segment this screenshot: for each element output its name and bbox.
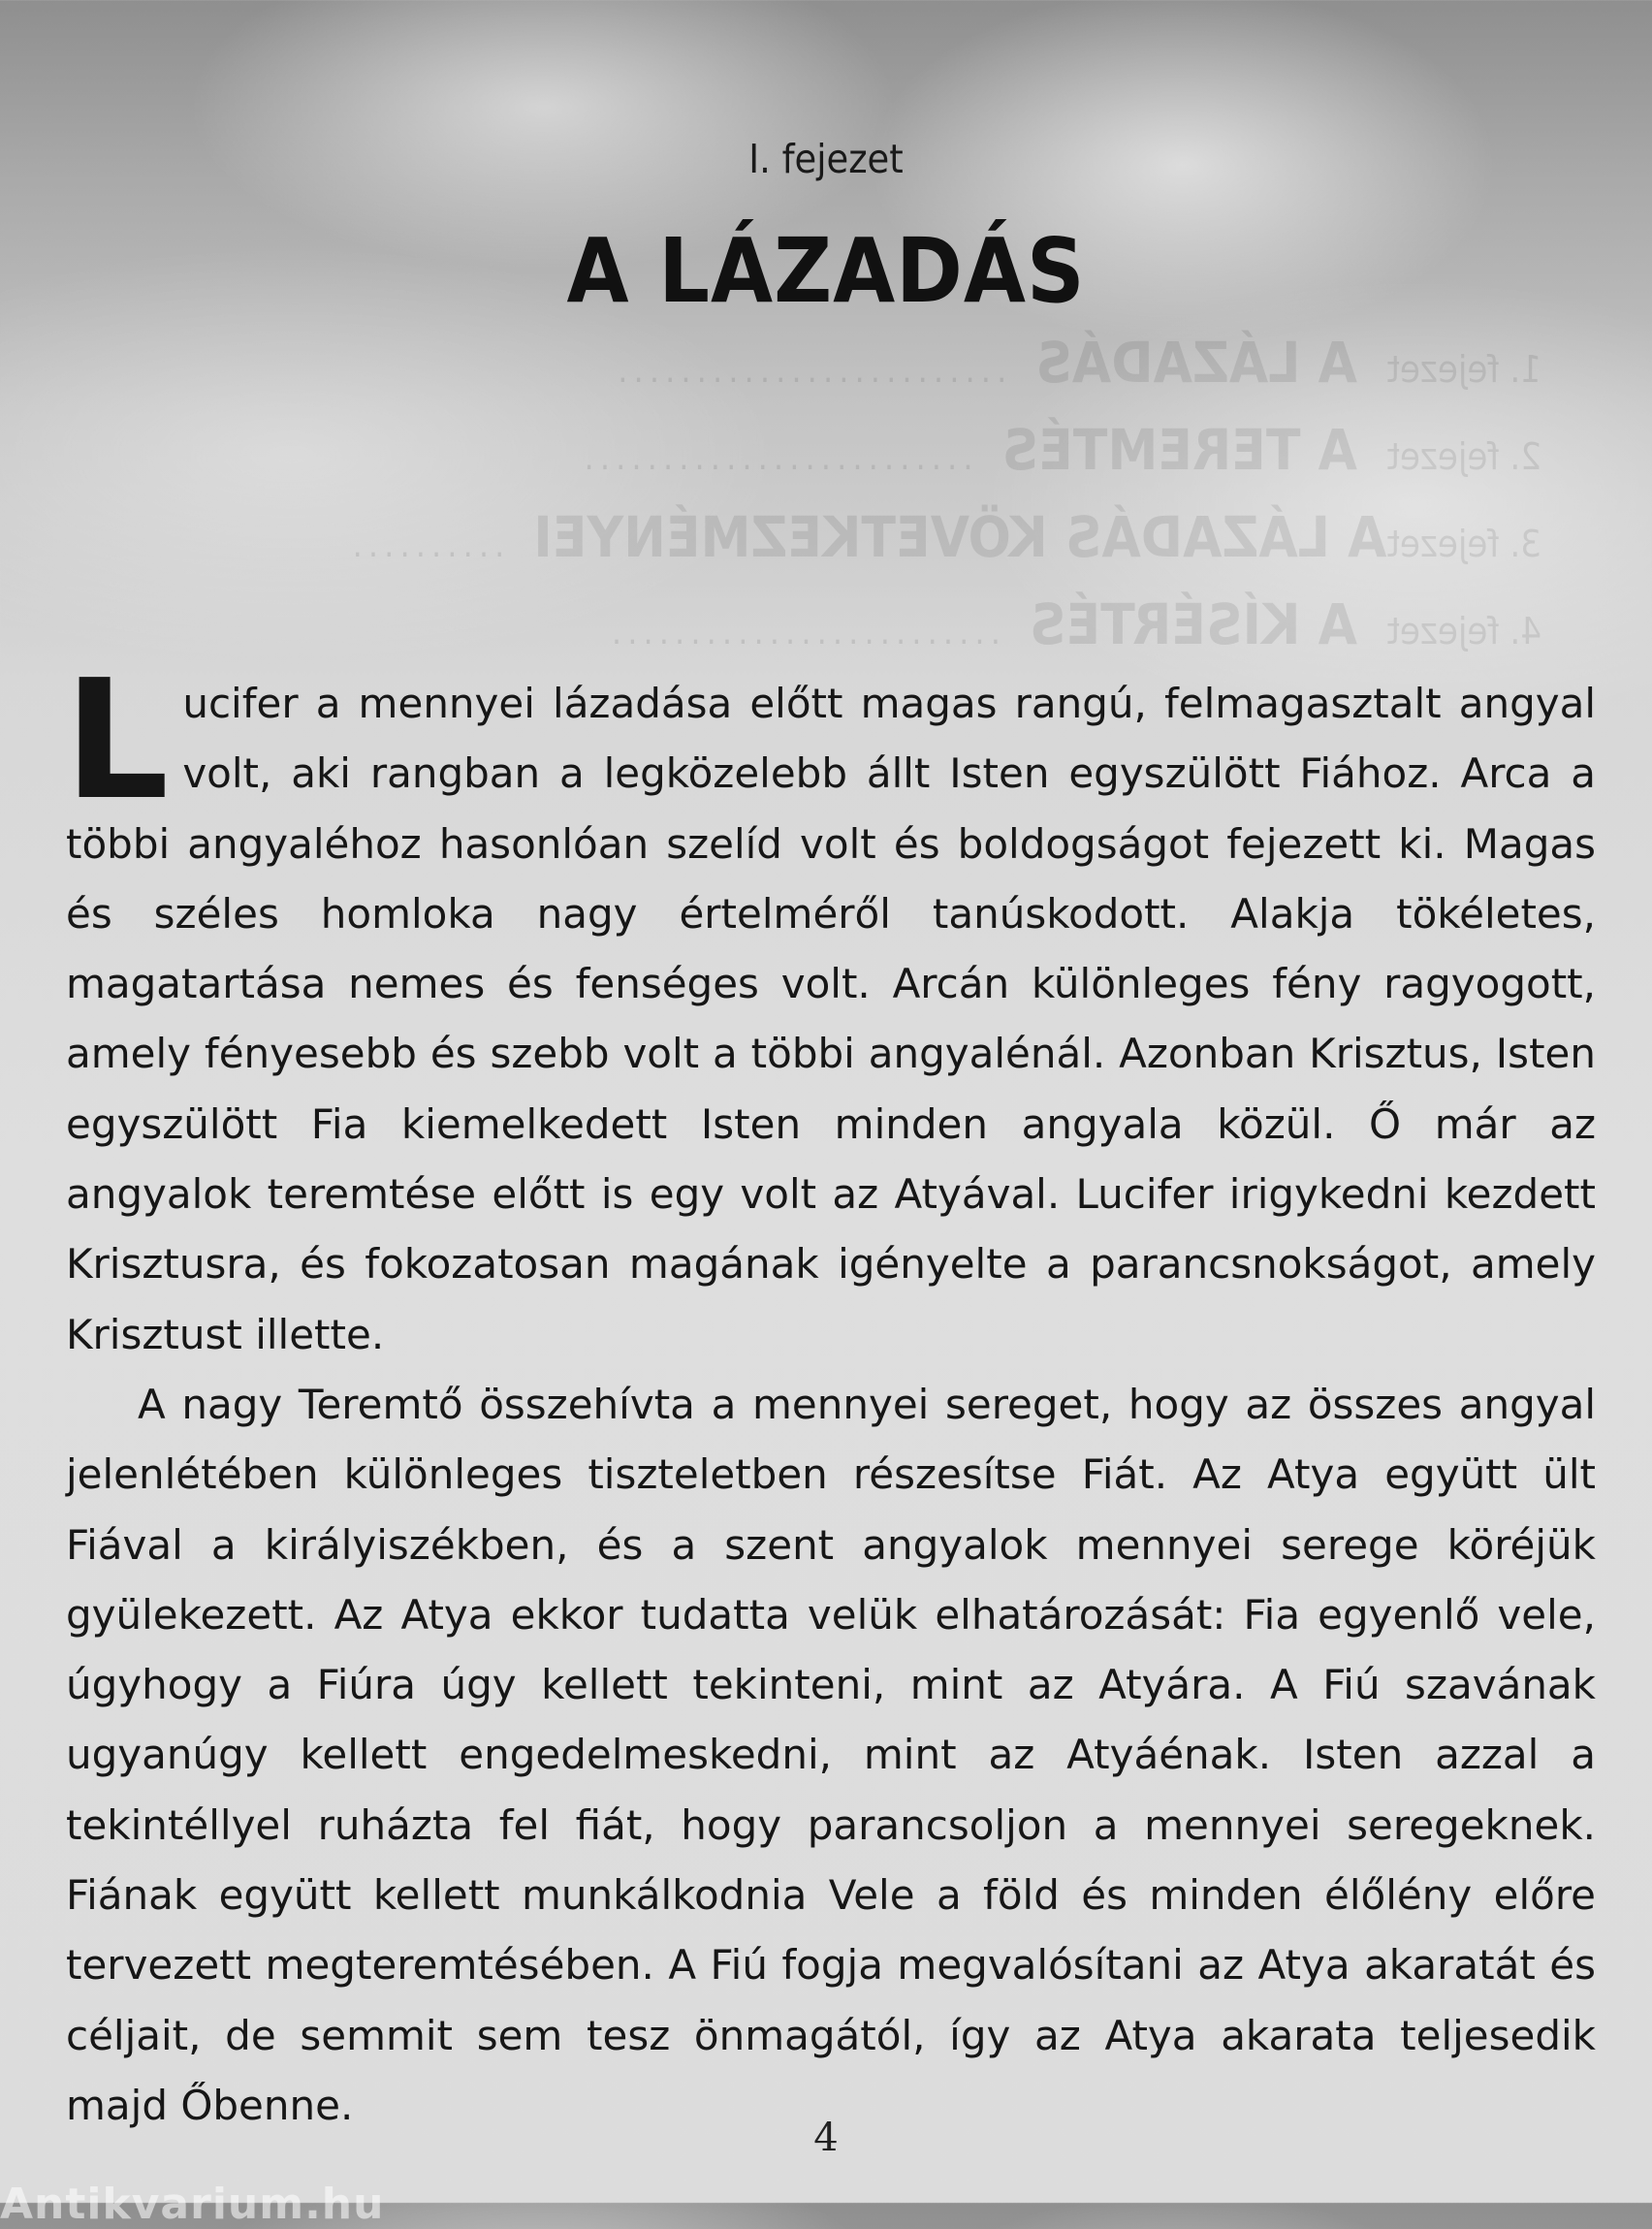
toc-leader: .......... <box>346 525 505 565</box>
toc-row <box>346 504 1541 591</box>
toc-number: 3. fejezet <box>1386 523 1541 565</box>
watermark: Antikvarium.hu <box>0 2180 385 2229</box>
toc-title: A LÁZADÁS KÖVETKEZMÉNYEI <box>533 504 1387 570</box>
toc-leader: ......................... <box>612 351 1007 391</box>
toc-leader: ......................... <box>578 438 973 478</box>
toc-number: 2. fejezet <box>1386 435 1541 478</box>
toc-row <box>524 591 1541 679</box>
toc-row <box>524 417 1541 504</box>
drop-cap: L <box>64 645 170 837</box>
paragraph-1 <box>64 645 1596 1370</box>
page-number: 4 <box>813 2116 839 2160</box>
paragraph-1-text: ucifer a mennyei lázadása előtt magas rangú, felmagasztalt angyal volt, aki rangban a legközelebb állt Isten egyszülött Fiához. Arca a többi angyaléhoz hasonlóan szelíd volt és boldogságot fejezett ki. Magas és széles homloka nagy értelméről tanúskodott. Alakja tökéletes, magatartása nemes és fenséges volt. Arcán különleges fény ragyogott, amely fényesebb és szebb volt a többi angyalénál. Azonban Krisztus, Isten egyszülött Fia kiemelkedett Isten minden angyala közül. Ő már az angyalok teremtése előtt is egy volt az Atyával. Lucifer irigykedni kezdett Krisztusra, és fokozatosan magának igényelte a parancsnokságot, amely Krisztust illette. <box>66 680 1596 1358</box>
toc-number: 4. fejezet <box>1386 610 1541 653</box>
toc-number: 1. fejezet <box>1386 348 1541 391</box>
toc-title: A TEREMTÉS <box>1001 417 1357 483</box>
chapter-title: A LÁZADÁS <box>566 219 1086 323</box>
chapter-label: I. fejezet <box>748 136 904 182</box>
toc-row <box>524 330 1541 417</box>
toc-leader: ......................... <box>605 613 1001 653</box>
toc-title: A LÁZADÁS <box>1035 330 1357 396</box>
toc-title: A KÍSÉRTÉS <box>1029 591 1357 657</box>
paragraph-2: A nagy Teremtő összehívta a mennyei sereget, hogy az összes angyal jelenlétében különleges tiszteletben részesítse Fiát. Az Atya együtt ült Fiával a királyiszékben, és a szent angyalok mennyei serege köréjük gyülekezett. Az Atya ekkor tudatta velük elhatározását: Fia egyenlő vele, úgyhogy a Fiúra úgy kellett tekinteni, mint az Atyára. A Fiú szavának ugyanúgy kellett engedelmeskedni, mint az Atyáénak. Isten azzal a tekintéllyel ruházta fel fiát, hogy parancsoljon a mennyei seregeknek. Fiának együtt kellett munkálkodnia Vele a föld és minden élőlény előre tervezett megteremtésében. A Fiú fogja megvalósítani az Atya akaratát és céljait, de semmit sem tesz önmagától, így az Atya akarata teljesedik majd Őbenne. <box>66 1380 1596 2129</box>
body-text <box>64 645 1596 2141</box>
